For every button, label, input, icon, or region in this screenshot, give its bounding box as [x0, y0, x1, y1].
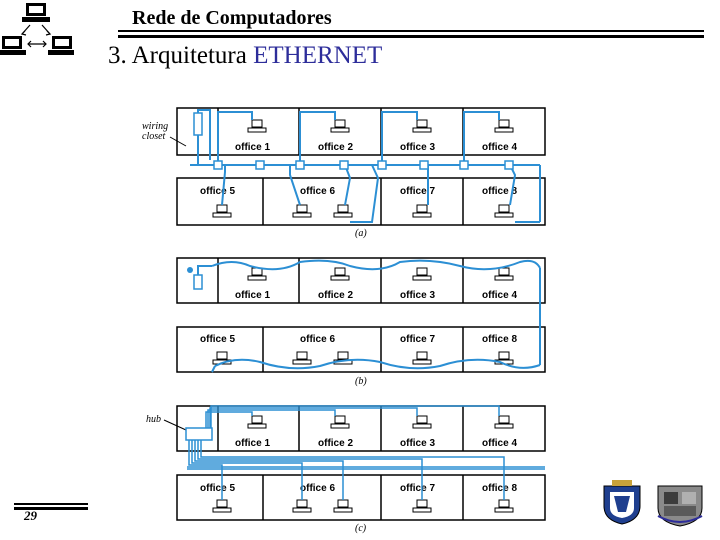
- office-label: office 7: [400, 483, 436, 494]
- side-label-closet: closet: [142, 131, 166, 142]
- university-crest-icon: [598, 478, 646, 526]
- panel-caption: (a): [355, 228, 367, 239]
- slide-number: 29: [24, 508, 37, 523]
- panel-caption: (b): [355, 376, 367, 387]
- office-label: office 5: [200, 186, 236, 197]
- office-label: office 2: [318, 438, 354, 449]
- office-label: office 8: [482, 483, 518, 494]
- office-label: office 4: [482, 142, 518, 153]
- office-label: office 1: [235, 438, 271, 449]
- office-label: office 1: [235, 142, 271, 153]
- hub-icon: [186, 428, 212, 440]
- office-label: office 6: [300, 334, 336, 345]
- office-label: office 5: [200, 334, 236, 345]
- panel-caption: (c): [355, 523, 367, 534]
- office-label: office 3: [400, 290, 436, 301]
- side-label-hub: hub: [146, 414, 161, 425]
- institute-crest-icon: [654, 482, 706, 528]
- office-label: office 7: [400, 334, 436, 345]
- office-label: office 2: [318, 290, 354, 301]
- panel-c: [146, 406, 545, 534]
- slide-title-prefix: 3. Arquitetura: [108, 42, 254, 69]
- office-label: office 4: [482, 438, 518, 449]
- office-label: office 5: [200, 483, 236, 494]
- office-label: office 4: [482, 290, 518, 301]
- office-label: office 7: [400, 186, 436, 197]
- slide-title-accent: ETHERNET: [253, 42, 383, 69]
- office-label: office 8: [482, 334, 518, 345]
- office-label: office 3: [400, 438, 436, 449]
- panel-b: [177, 258, 545, 387]
- office-label: office 2: [318, 142, 354, 153]
- header-title: Rede de Computadores: [132, 7, 332, 29]
- panel-a: [142, 108, 545, 239]
- office-label: office 1: [235, 290, 271, 301]
- office-label: office 6: [300, 483, 336, 494]
- footer-rule: [14, 503, 88, 505]
- side-label-wiring: wiring: [142, 121, 169, 132]
- office-label: office 8: [482, 186, 518, 197]
- office-label: office 6: [300, 186, 336, 197]
- building-bottom-row: [177, 475, 545, 520]
- office-label: office 3: [400, 142, 436, 153]
